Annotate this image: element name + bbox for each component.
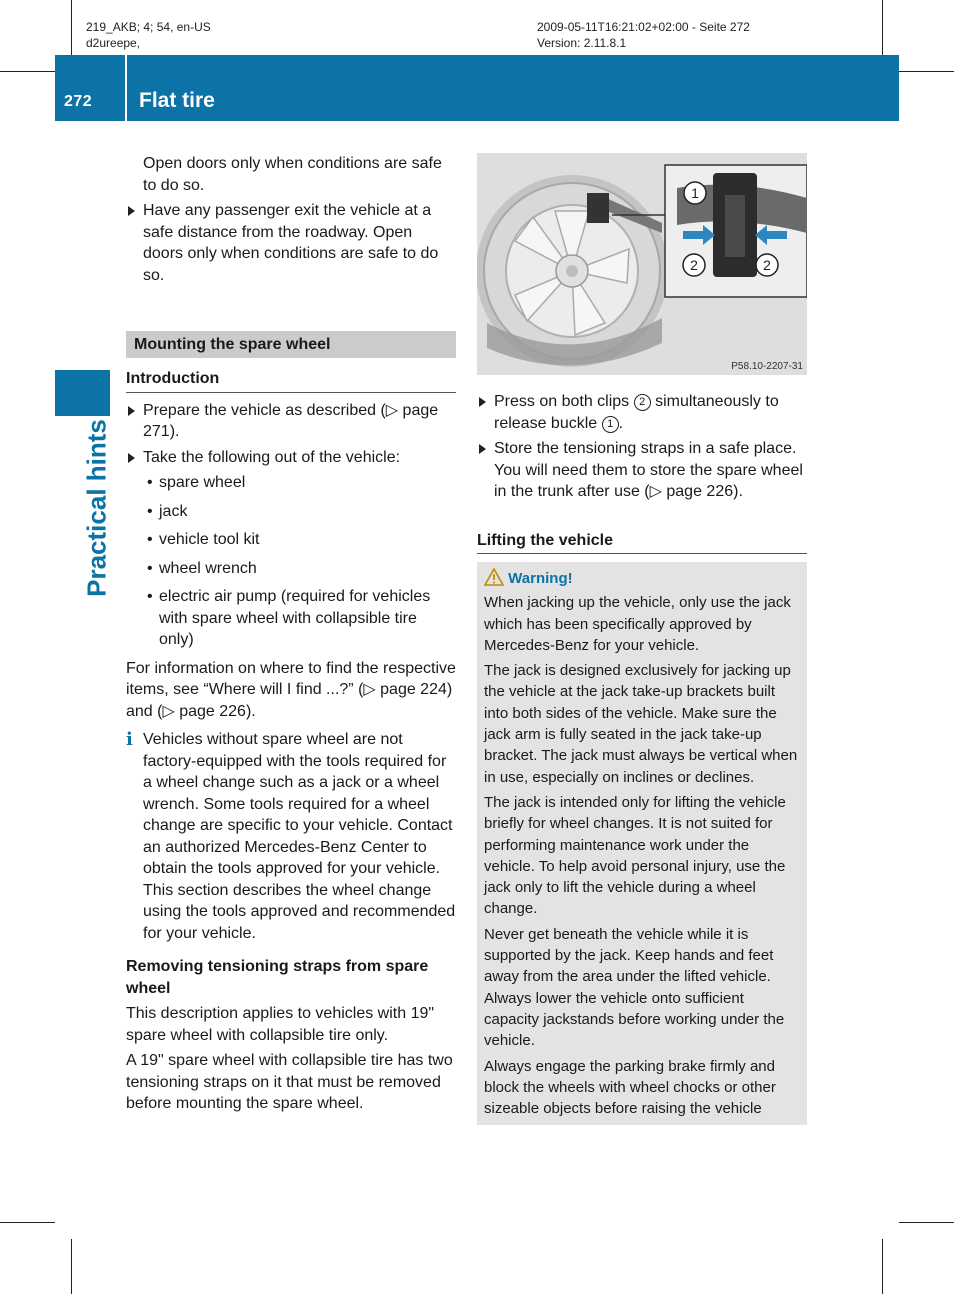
paragraph: Open doors only when conditions are safe to do so. — [143, 155, 442, 194]
meta-text: Version: 2.11.8.1 — [537, 36, 627, 50]
crop-mark — [882, 1239, 883, 1294]
step-text: Press on both clips — [494, 393, 630, 410]
print-meta-left — [86, 19, 211, 51]
section-band-title: Mounting the spare wheel — [126, 331, 456, 358]
left-column — [126, 153, 456, 1115]
crop-mark — [882, 0, 883, 55]
callout-2-label: 2 — [763, 257, 771, 273]
paragraph: A 19" spare wheel with collapsible tire has two tensioning straps on it that must be removed before mounting the spare wheel. — [126, 1052, 453, 1112]
step-item: Have any passenger exit the vehicle at a safe distance from the roadway. Open doors only when conditions are safe to do so. — [126, 200, 456, 286]
warning-title: Warning! — [508, 570, 573, 587]
section-title: Flat tire — [139, 89, 215, 112]
warning-triangle-icon — [484, 568, 504, 586]
figure-code: P58.10-2207-31 — [731, 361, 803, 372]
meta-text: 2009-05-11T16:21:02+02:00 - Seite 272 — [537, 20, 750, 34]
warning-paragraph: The jack is intended only for lifting the vehicle briefly for wheel changes. It is not suited for performing maintenance work under the vehicle. To help avoid personal injury, use the jack only to lift the vehicle during a wheel change. — [484, 793, 786, 918]
spare-wheel-figure — [477, 153, 807, 375]
warning-header — [484, 568, 800, 589]
step-item: Prepare the vehicle as described (▷ page 271). — [126, 400, 456, 443]
list-item: • electric air pump (required for vehicles with spare wheel with collapsible tire only) — [126, 586, 456, 651]
warning-paragraph: When jacking up the vehicle, only use the jack which has been specifically approved by Mercedes-Benz for your vehicle. — [484, 594, 791, 654]
crop-mark — [71, 0, 72, 55]
warning-box — [477, 562, 807, 1125]
print-meta-right — [537, 19, 750, 51]
step-item: Store the tensioning straps in a safe place. You will need them to store the spare wheel in the trunk after use (▷ page 226). — [477, 438, 807, 503]
list-item: • jack — [126, 501, 456, 523]
subheading: Introduction — [126, 368, 456, 393]
wheel-illustration — [477, 153, 807, 375]
callout-2-label: 2 — [690, 257, 698, 273]
warning-paragraph: Always engage the parking brake firmly and block the wheels with wheel chocks or other sizeable objects before raising the vehicle — [484, 1057, 776, 1118]
crop-mark — [0, 1222, 55, 1223]
callout-2-badge: 2 — [634, 394, 651, 411]
meta-text: 219_AKB; 4; 54, en-US — [86, 20, 211, 34]
side-tab-label: Practical hints — [81, 419, 112, 597]
info-icon: i — [126, 729, 133, 750]
header-divider — [125, 55, 127, 121]
callout-1-badge: 1 — [602, 416, 619, 433]
warning-paragraph: Never get beneath the vehicle while it is supported by the jack. Keep hands and feet away from the area under the lifted vehicle. Always lower the vehicle onto sufficient capacity jackstands before working under the vehicle. — [484, 925, 785, 1050]
list-item: • spare wheel — [126, 472, 456, 494]
info-note — [126, 729, 456, 944]
warning-paragraph: The jack is designed exclusively for jacking up the vehicle at the jack take-up brackets built into both sides of the vehicle. Make sure the jack arm is fully seated in the jack take-up bracket. The jack must always be vertical when in use, especially on inclines or declines. — [484, 662, 798, 786]
list-item: • vehicle tool kit — [126, 529, 456, 551]
step-text: . — [618, 414, 624, 432]
crop-mark — [71, 1239, 72, 1294]
subheading: Removing tensioning straps from spare wheel — [126, 958, 429, 997]
paragraph: This description applies to vehicles with 19" spare wheel with collapsible tire only. — [126, 1005, 435, 1044]
page-number: 272 — [64, 93, 93, 110]
info-text: Vehicles without spare wheel are not factory-equipped with the tools required for a wheel change such as a jack or a wheel wrench. Some tools required for a wheel change are specific to your vehicle. Contact an authorized Mercedes-Benz Center to obtain the tools approved for your vehicle. This section describes the wheel change using the tools approved and recommended for your vehicle. — [143, 731, 456, 942]
right-column — [477, 153, 807, 1125]
step-item: Take the following out of the vehicle: — [126, 447, 456, 469]
callout-1-label: 1 — [691, 185, 699, 201]
subheading: Lifting the vehicle — [477, 530, 807, 555]
list-item: • wheel wrench — [126, 558, 456, 580]
step-item — [477, 391, 807, 434]
meta-text: d2ureepe, — [86, 36, 141, 50]
step-text: simultaneously to release buckle — [494, 393, 779, 432]
side-tab — [55, 370, 110, 416]
crop-mark — [899, 1222, 954, 1223]
crop-mark — [899, 71, 954, 72]
paragraph: For information on where to find the respective items, see “Where will I find ...?” (▷ page 224) and (▷ page 226). — [126, 659, 456, 720]
crop-mark — [0, 71, 55, 72]
